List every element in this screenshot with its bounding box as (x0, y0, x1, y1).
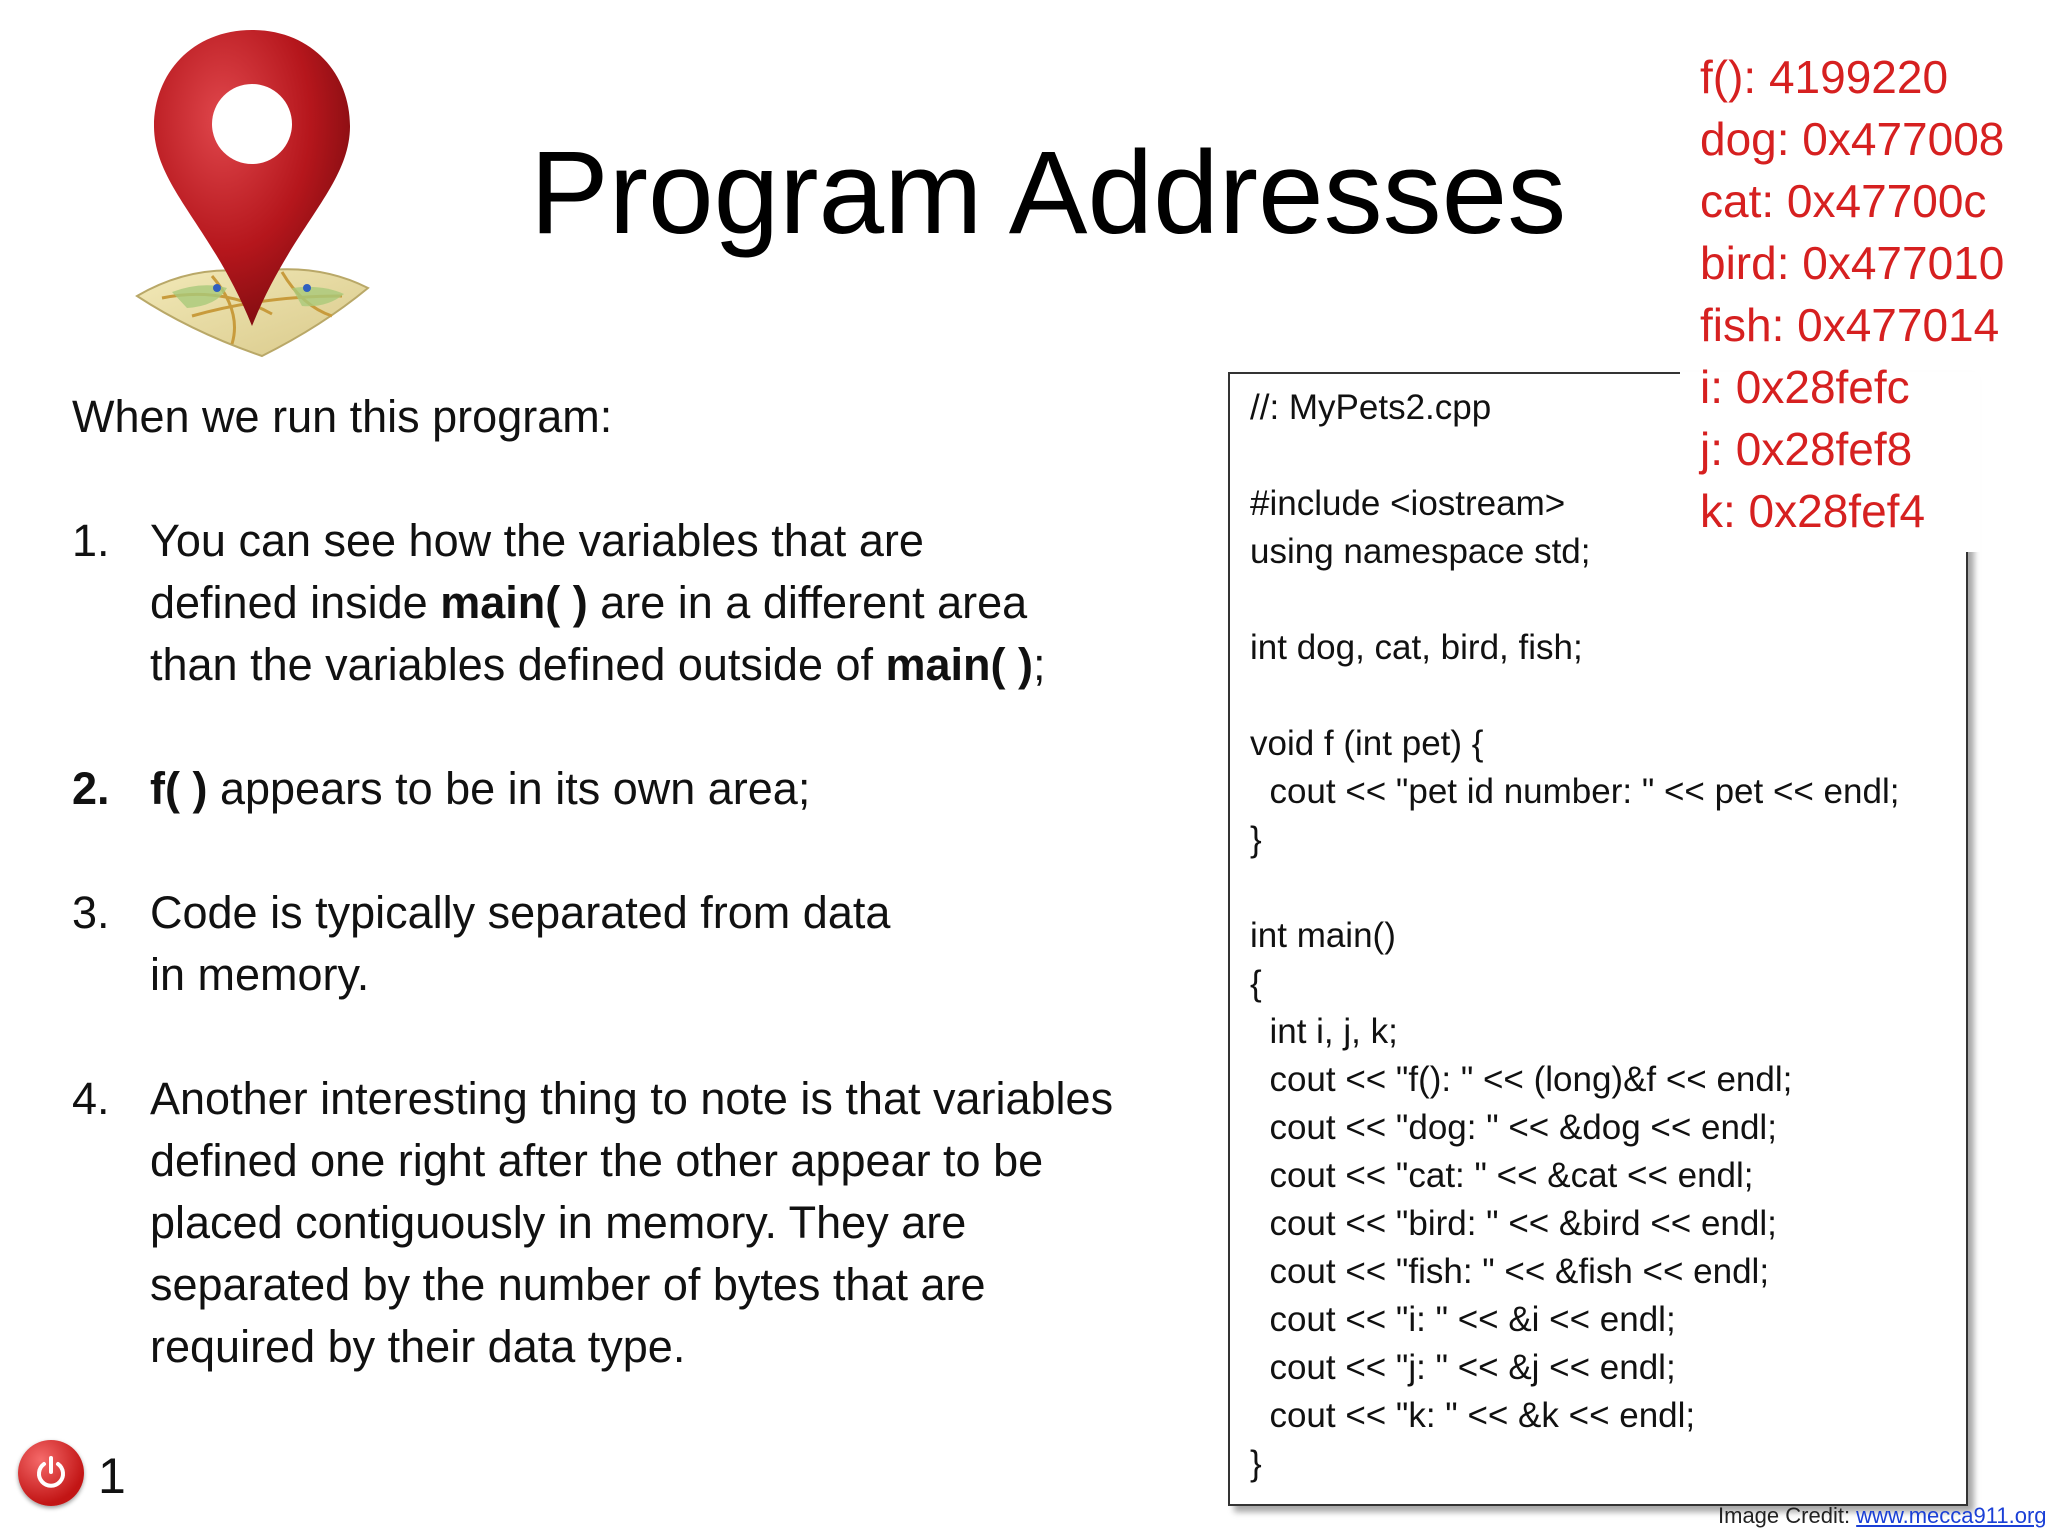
list-number: 1. (72, 515, 110, 566)
list-line: Another interesting thing to note is that variables (150, 1073, 1114, 1124)
address-line: bird: 0x477010 (1700, 237, 2005, 289)
code-line: cout << "dog: " << &dog << endl; (1250, 1108, 1777, 1147)
list-number: 3. (72, 887, 110, 938)
main-keyword: main( ) (440, 577, 588, 628)
list-number: 2. (72, 763, 110, 814)
code-line: cout << "bird: " << &bird << endl; (1250, 1204, 1777, 1243)
credit-label: Image Credit: (1718, 1503, 1857, 1528)
code-line: { (1250, 964, 1262, 1003)
code-line: cout << "f(): " << (long)&f << endl; (1250, 1060, 1793, 1099)
code-line: int main() (1250, 916, 1396, 955)
code-line: cout << "i: " << &i << endl; (1250, 1300, 1676, 1339)
code-line (1250, 576, 1899, 624)
address-line: dog: 0x477008 (1700, 113, 2005, 165)
address-line: fish: 0x477014 (1700, 299, 2000, 351)
list-line: You can see how the variables that are (150, 515, 924, 566)
code-line: cout << "cat: " << &cat << endl; (1250, 1156, 1754, 1195)
address-line: cat: 0x47700c (1700, 175, 1987, 227)
code-line: cout << "fish: " << &fish << endl; (1250, 1252, 1770, 1291)
list-number: 4. (72, 1073, 110, 1124)
code-line: cout << "pet id number: " << pet << endl; (1250, 772, 1900, 811)
code-line (1250, 672, 1899, 720)
list-text: appears to be in its own area; (207, 763, 811, 814)
list-item-3 (72, 882, 1192, 1006)
slide-number: 1 (98, 1448, 126, 1504)
list-text: ; (1033, 639, 1046, 690)
code-line: int i, j, k; (1250, 1012, 1398, 1051)
address-line: j: 0x28fef8 (1700, 423, 1913, 475)
list-line: required by their data type. (150, 1321, 686, 1372)
code-line: //: MyPets2.cpp (1250, 388, 1492, 427)
main-keyword: main( ) (885, 639, 1034, 690)
intro-text: When we run this program: (72, 391, 613, 442)
list-item-4 (72, 1068, 1192, 1378)
address-line: k: 0x28fef4 (1700, 485, 1926, 537)
function-keyword: f( ) (150, 763, 208, 814)
power-icon[interactable] (18, 1440, 84, 1506)
list-text: defined inside (150, 577, 441, 628)
code-line: cout << "j: " << &j << endl; (1250, 1348, 1676, 1387)
address-line: f(): 4199220 (1700, 51, 1949, 103)
code-line: cout << "k: " << &k << endl; (1250, 1396, 1696, 1435)
map-pin-icon (132, 26, 372, 361)
address-line: i: 0x28fefc (1700, 361, 1910, 413)
code-line: int dog, cat, bird, fish; (1250, 628, 1583, 667)
list-text: than the variables defined outside of (150, 639, 886, 690)
image-credit (1718, 1502, 2047, 1530)
list-line: separated by the number of bytes that are (150, 1259, 986, 1310)
code-line: #include <iostream> (1250, 484, 1566, 523)
list-item-1 (72, 510, 1192, 696)
code-line: void f (int pet) { (1250, 724, 1484, 763)
code-line: } (1250, 820, 1262, 859)
code-line (1250, 864, 1899, 912)
address-output (1700, 46, 2045, 542)
credit-link[interactable]: www.mecca911.org (1856, 1503, 2047, 1528)
point-list (72, 510, 1192, 1440)
page-title: Program Addresses (530, 127, 1567, 259)
list-text: are in a different area (587, 577, 1028, 628)
list-line: placed contiguously in memory. They are (150, 1197, 967, 1248)
code-line: using namespace std; (1250, 532, 1591, 571)
code-line: } (1250, 1444, 1262, 1483)
list-item-2 (72, 758, 1192, 820)
list-line: defined one right after the other appear to be (150, 1135, 1044, 1186)
list-line: Code is typically separated from data (150, 887, 891, 938)
list-line: in memory. (150, 949, 370, 1000)
